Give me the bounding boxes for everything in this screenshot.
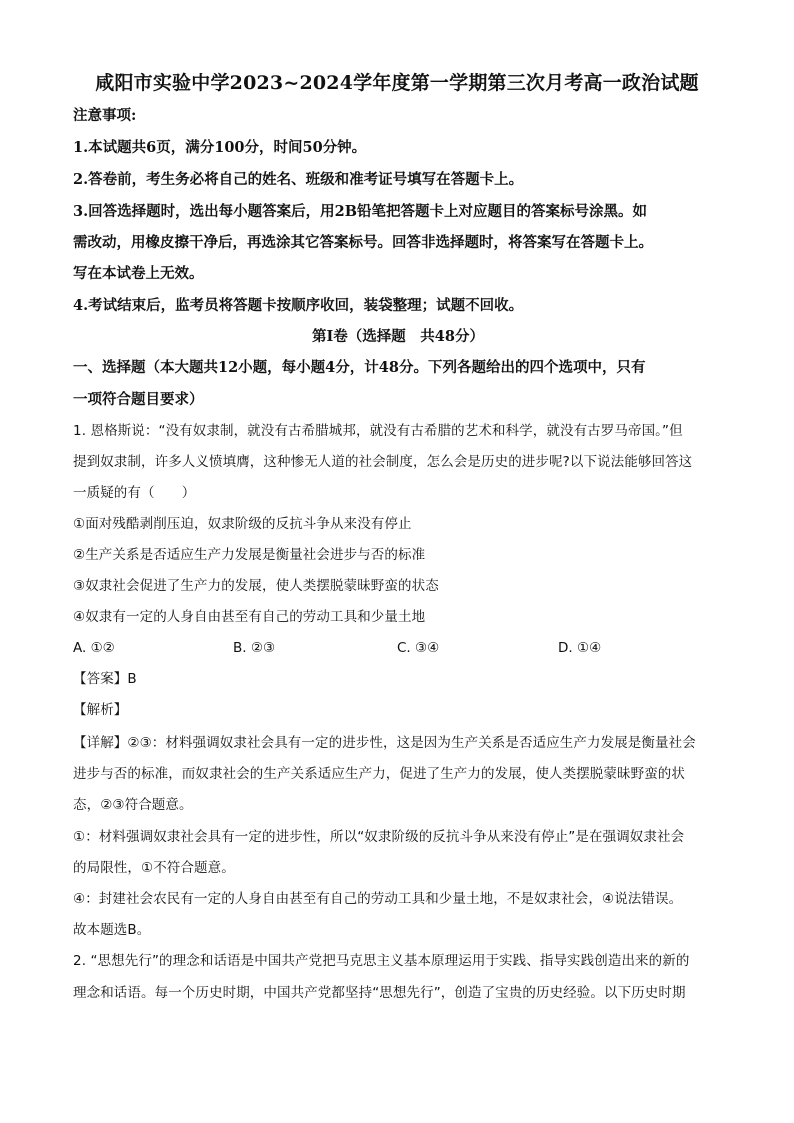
q1-statement-4: ④奴隶有一定的人身自由甚至有自己的劳动工具和少量土地 (73, 609, 426, 625)
q1-analysis-line-4: ①：材料强调奴隶社会具有一定的进步性，所以“奴隶阶级的反抗斗争从来没有停止”是在强调奴隶社会 (73, 829, 685, 845)
q1-option-a: A. ①② (73, 640, 115, 656)
q1-analysis-label: 【解析】 (73, 702, 128, 718)
q1-answer: 【答案】B (73, 671, 137, 687)
q1-statement-2: ②生产关系是否适应生产力发展是衡量社会进步与否的标准 (73, 547, 426, 563)
notice-item-3-cont: 需改动，用橡皮擦干净后，再选涂其它答案标号。回答非选择题时，将答案写在答题卡上。 (73, 234, 653, 251)
q1-analysis-line-1: 【详解】②③：材料强调奴隶社会具有一定的进步性，这是因为生产关系是否适应生产力发展是衡量社会 (73, 735, 696, 751)
notice-item-4: 4.考试结束后，监考员将答题卡按顺序收回，装袋整理；试题不回收。 (73, 297, 524, 314)
notice-item-3: 3.回答选择题时，选出每小题答案后，用2B铅笔把答题卡上对应题目的答案标号涂黑。如 (73, 203, 647, 220)
part-heading: 一、选择题（本大题共12小题，每小题4分，计48分。下列各题给出的四个选项中，只有 (73, 359, 646, 376)
q1-analysis-line-6: ④：封建社会农民有一定的人身自由甚至有自己的劳动工具和少量土地，不是奴隶社会，④说法错误。 (73, 891, 683, 907)
q1-option-c: C. ③④ (397, 640, 440, 656)
q2-stem-line-1: 2. “思想先行”的理念和话语是中国共产党把马克思主义基本原理运用于实践、指导实践创造出来的新的 (73, 953, 690, 969)
q1-option-d: D. ①④ (558, 640, 602, 656)
notice-item-2: 2.答卷前，考生务必将自己的姓名、班级和准考证号填写在答题卡上。 (73, 171, 524, 188)
notice-item-3-cont2: 写在本试卷上无效。 (73, 265, 204, 282)
q1-analysis-line-2: 进步与否的标准，而奴隶社会的生产关系适应生产力，促进了生产力的发展，使人类摆脱蒙昧野蛮的状 (73, 766, 685, 782)
q1-statement-1: ①面对残酷剥削压迫，奴隶阶级的反抗斗争从来没有停止 (73, 516, 412, 532)
section-title: 第Ⅰ卷（选择题 共48分） (312, 328, 484, 345)
q1-stem-line-2: 提到奴隶制，许多人义愤填膺，这种惨无人道的社会制度，怎么会是历史的进步呢?以下说法能够回答这 (73, 454, 693, 470)
q2-stem-line-2: 理念和话语。每一个历史时期，中国共产党都坚持“思想先行”，创造了宝贵的历史经验。以下历史时期 (73, 985, 686, 1001)
q1-statement-3: ③奴隶社会促进了生产力的发展，使人类摆脱蒙昧野蛮的状态 (73, 578, 439, 594)
q1-option-b: B. ②③ (233, 640, 276, 656)
q1-analysis-line-5: 的局限性，①不符合题意。 (73, 860, 235, 876)
exam-title: 咸阳市实验中学2023~2024学年度第一学期第三次月考高一政治试题 (95, 72, 699, 94)
part-heading-cont: 一项符合题目要求） (73, 391, 204, 408)
notice-item-1: 1.本试题共6页，满分100分，时间50分钟。 (73, 139, 367, 156)
q1-analysis-line-3: 态，②③符合题意。 (73, 797, 193, 813)
q1-analysis-line-7: 故本题选B。 (73, 922, 151, 938)
notice-heading: 注意事项: (73, 107, 137, 124)
q1-stem-line-1: 1. 恩格斯说：“没有奴隶制，就没有古希腊城邦，就没有古希腊的艺术和科学，就没有古罗马帝国。”但 (73, 423, 683, 439)
q1-stem-line-3: 一质疑的有（ ） (73, 485, 196, 501)
